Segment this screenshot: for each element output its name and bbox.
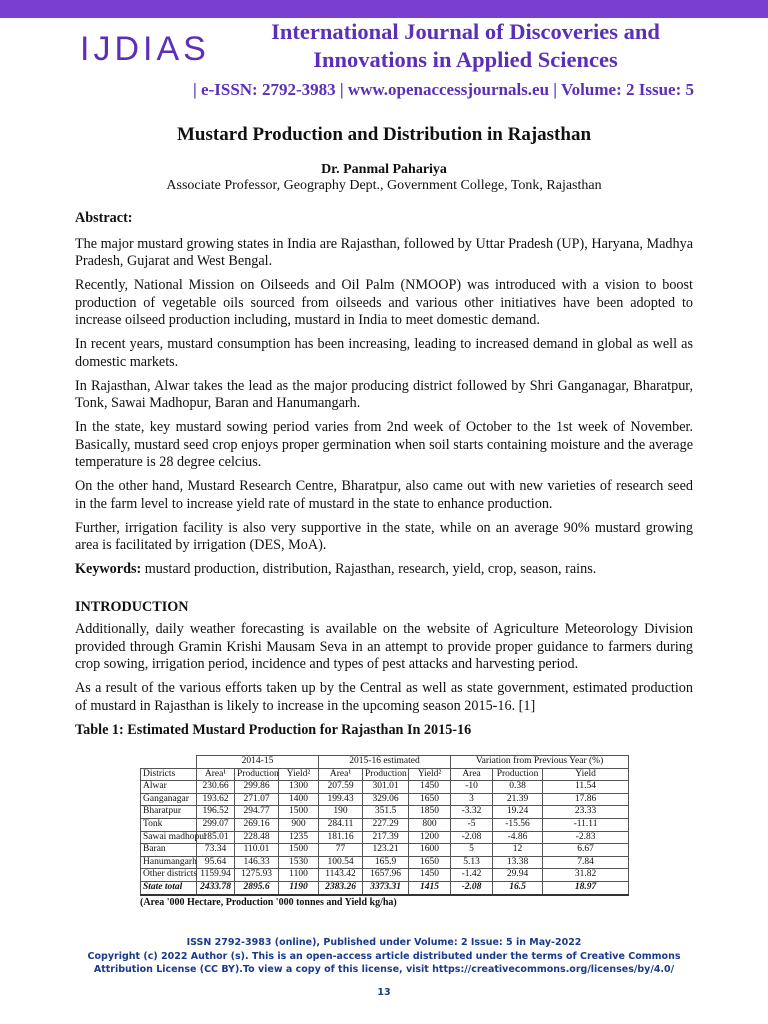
value-cell: 1400: [279, 793, 319, 806]
header-bar: [0, 0, 768, 18]
value-cell: 800: [409, 818, 451, 831]
total-cell: State total: [141, 881, 197, 894]
abstract-paragraph: In the state, key mustard sowing period varies from 2nd week of October to the 1st week of November. Basically, mustard seed crop enjoys proper germination when soil starts containing moisture and the average temperature is 28 degree celcius.: [75, 419, 693, 470]
value-cell: 1650: [409, 793, 451, 806]
total-cell: 3373.31: [363, 881, 409, 894]
value-cell: 29.94: [493, 869, 543, 882]
table-row: [141, 818, 629, 831]
author-affiliation: Associate Professor, Geography Dept., Government College, Tonk, Rajasthan: [166, 178, 602, 193]
keywords: [75, 561, 693, 579]
column-header: Yield²: [409, 768, 451, 781]
abstract-paragraph: In recent years, mustard consumption has been increasing, leading to increased demand in global as well as domestic markets.: [75, 336, 693, 370]
value-cell: 0.38: [493, 781, 543, 794]
value-cell: 1200: [409, 831, 451, 844]
value-cell: 23.33: [543, 806, 629, 819]
intro-paragraph: Additionally, daily weather forecasting is available on the website of Agriculture Meteorology Division provided through Gramin Krishi Mausam Seva in an attempt to provide proper guidance to farmers during crop sowing, irrigation period, incidence and types of pest attacks and harvesting period.: [75, 621, 693, 672]
table-row: [141, 831, 629, 844]
district-cell: Sawai madhopur: [141, 831, 197, 844]
value-cell: 123.21: [363, 844, 409, 857]
abstract-paragraph: Further, irrigation facility is also very supportive in the state, while on an average 90% mustard growing area is facilitated by irrigation (DES, MoA).: [75, 519, 693, 553]
value-cell: 17.86: [543, 793, 629, 806]
table-total-row: [141, 881, 629, 894]
value-cell: 1300: [279, 781, 319, 794]
value-cell: -1.42: [451, 869, 493, 882]
value-cell: 100.54: [319, 856, 363, 869]
intro-paragraph: As a result of the various efforts taken up by the Central as well as state government, estimated production of mustard in Rajasthan is likely to increase in the upcoming season 2015-16. [1]: [75, 680, 693, 714]
total-cell: 1415: [409, 881, 451, 894]
district-cell: Tonk: [141, 818, 197, 831]
value-cell: 21.39: [493, 793, 543, 806]
column-header: Area: [451, 768, 493, 781]
abstract-heading: Abstract:: [75, 210, 133, 226]
value-cell: 6.67: [543, 844, 629, 857]
value-cell: 351.5: [363, 806, 409, 819]
value-cell: 1159.94: [197, 869, 235, 882]
production-table-wrapper: [140, 755, 628, 908]
table-row: [141, 844, 629, 857]
journal-logo: IJDIAS: [80, 30, 210, 68]
author-name: Dr. Panmal Pahariya: [321, 162, 447, 177]
value-cell: 199.43: [319, 793, 363, 806]
keywords-label: Keywords:: [75, 561, 142, 577]
value-cell: 110.01: [235, 844, 279, 857]
value-cell: 207.59: [319, 781, 363, 794]
table-row: [141, 806, 629, 819]
value-cell: 1500: [279, 806, 319, 819]
value-cell: 196.52: [197, 806, 235, 819]
footer-license-line: Attribution License (CC BY).To view a copy of this license, visit https://creativecommons.org/licenses/by/4.0/: [93, 964, 675, 975]
value-cell: -15.56: [493, 818, 543, 831]
total-cell: 2383.26: [319, 881, 363, 894]
journal-title: [238, 18, 693, 74]
table-header-row: [141, 768, 629, 781]
table-row: [141, 793, 629, 806]
footer-issn-line: ISSN 2792-3983 (online), Published under Volume: 2 Issue: 5 in May-2022: [186, 937, 582, 948]
column-header: Yield: [543, 768, 629, 781]
keywords-text: mustard production, distribution, Rajasthan, research, yield, crop, season, rains.: [141, 561, 597, 577]
value-cell: 95.64: [197, 856, 235, 869]
value-cell: 190: [319, 806, 363, 819]
value-cell: 1450: [409, 781, 451, 794]
paper-title: Mustard Production and Distribution in Rajasthan: [176, 124, 592, 145]
abstract-paragraph: Recently, National Mission on Oilseeds and Oil Palm (NMOOP) was introduced with a vision to boost production of vegetable oils sourced from oilseeds and various other initiatives have been adopted to increase oilseed production including, mustard in India to meet domestic demand.: [75, 277, 693, 328]
value-cell: 3: [451, 793, 493, 806]
value-cell: 294.77: [235, 806, 279, 819]
table-row: [141, 781, 629, 794]
table-note: (Area '000 Hectare, Production '000 tonnes and Yield kg/ha): [140, 896, 397, 908]
column-header: Area¹: [197, 768, 235, 781]
value-cell: 329.06: [363, 793, 409, 806]
value-cell: 73.34: [197, 844, 235, 857]
value-cell: -2.08: [451, 831, 493, 844]
total-cell: 2433.78: [197, 881, 235, 894]
value-cell: -3.32: [451, 806, 493, 819]
group-header-2014-15: 2014-15: [197, 756, 319, 769]
district-cell: Baran: [141, 844, 197, 857]
column-header: Districts: [141, 768, 197, 781]
journal-title-line1: International Journal of Discoveries and: [271, 19, 660, 44]
total-cell: 2895.6: [235, 881, 279, 894]
value-cell: 1100: [279, 869, 319, 882]
article-body: [75, 210, 693, 746]
total-cell: -2.08: [451, 881, 493, 894]
table-row: [141, 856, 629, 869]
abstract-paragraph: On the other hand, Mustard Research Centre, Bharatpur, also came out with new varieties of research seed in the farm level to increase yield rate of mustard in the state to enhance production.: [75, 478, 693, 512]
value-cell: 13.38: [493, 856, 543, 869]
value-cell: 299.86: [235, 781, 279, 794]
value-cell: 271.07: [235, 793, 279, 806]
value-cell: -11.11: [543, 818, 629, 831]
table-body: [141, 781, 629, 882]
abstract-paragraph: The major mustard growing states in India are Rajasthan, followed by Uttar Pradesh (UP), Haryana, Madhya Pradesh, Gujarat and West Bengal.: [75, 235, 693, 269]
district-cell: Alwar: [141, 781, 197, 794]
value-cell: 146.33: [235, 856, 279, 869]
value-cell: 77: [319, 844, 363, 857]
value-cell: 7.84: [543, 856, 629, 869]
issn-line: | e-ISSN: 2792-3983 | www.openaccessjournals.eu | Volume: 2 Issue: 5: [193, 80, 694, 99]
value-cell: 193.62: [197, 793, 235, 806]
introduction-heading: INTRODUCTION: [75, 598, 189, 615]
value-cell: 5.13: [451, 856, 493, 869]
abstract-paragraph: In Rajasthan, Alwar takes the lead as the major producing district followed by Shri Ganganagar, Bharatpur, Tonk, Sawai Madhopur, Baran and Hanumangarh.: [75, 377, 693, 411]
value-cell: 301.01: [363, 781, 409, 794]
value-cell: 1235: [279, 831, 319, 844]
value-cell: 19.24: [493, 806, 543, 819]
value-cell: 165.9: [363, 856, 409, 869]
production-table: [140, 755, 629, 896]
group-header-2015-16: 2015-16 estimated: [319, 756, 451, 769]
column-header: Yield²: [279, 768, 319, 781]
value-cell: 217.39: [363, 831, 409, 844]
value-cell: 181.16: [319, 831, 363, 844]
page-number: 13: [377, 987, 391, 998]
value-cell: 230.66: [197, 781, 235, 794]
table-row: [141, 869, 629, 882]
value-cell: 11.54: [543, 781, 629, 794]
page-footer: [0, 936, 768, 977]
value-cell: 1275.93: [235, 869, 279, 882]
district-cell: Hanumangarh: [141, 856, 197, 869]
table-caption: Table 1: Estimated Mustard Production for Rajasthan In 2015-16: [75, 721, 472, 738]
value-cell: 299.07: [197, 818, 235, 831]
district-cell: Other districts: [141, 869, 197, 882]
group-header-variation: Variation from Previous Year (%): [451, 756, 629, 769]
value-cell: -4.86: [493, 831, 543, 844]
value-cell: 1600: [409, 844, 451, 857]
column-header: Production: [493, 768, 543, 781]
value-cell: 1657.96: [363, 869, 409, 882]
value-cell: 1850: [409, 806, 451, 819]
table-group-header-row: [141, 756, 629, 769]
value-cell: 228.48: [235, 831, 279, 844]
value-cell: 1650: [409, 856, 451, 869]
value-cell: 1530: [279, 856, 319, 869]
value-cell: 31.82: [543, 869, 629, 882]
journal-title-line2: Innovations in Applied Sciences: [313, 47, 618, 72]
value-cell: 1500: [279, 844, 319, 857]
total-cell: 1190: [279, 881, 319, 894]
value-cell: 5: [451, 844, 493, 857]
column-header: Area¹: [319, 768, 363, 781]
value-cell: 1143.42: [319, 869, 363, 882]
value-cell: 227.29: [363, 818, 409, 831]
value-cell: -10: [451, 781, 493, 794]
value-cell: 12: [493, 844, 543, 857]
footer-copyright-line: Copyright (c) 2022 Author (s). This is an open-access article distributed under the terms of Creative Commons: [87, 950, 681, 962]
column-header: Production: [363, 768, 409, 781]
value-cell: 185.01: [197, 831, 235, 844]
value-cell: 269.16: [235, 818, 279, 831]
column-header: Production: [235, 768, 279, 781]
total-cell: 18.97: [543, 881, 629, 894]
value-cell: 1450: [409, 869, 451, 882]
district-cell: Bharatpur: [141, 806, 197, 819]
value-cell: 900: [279, 818, 319, 831]
district-cell: Ganganagar: [141, 793, 197, 806]
total-cell: 16.5: [493, 881, 543, 894]
value-cell: 284.11: [319, 818, 363, 831]
value-cell: -5: [451, 818, 493, 831]
value-cell: -2.83: [543, 831, 629, 844]
